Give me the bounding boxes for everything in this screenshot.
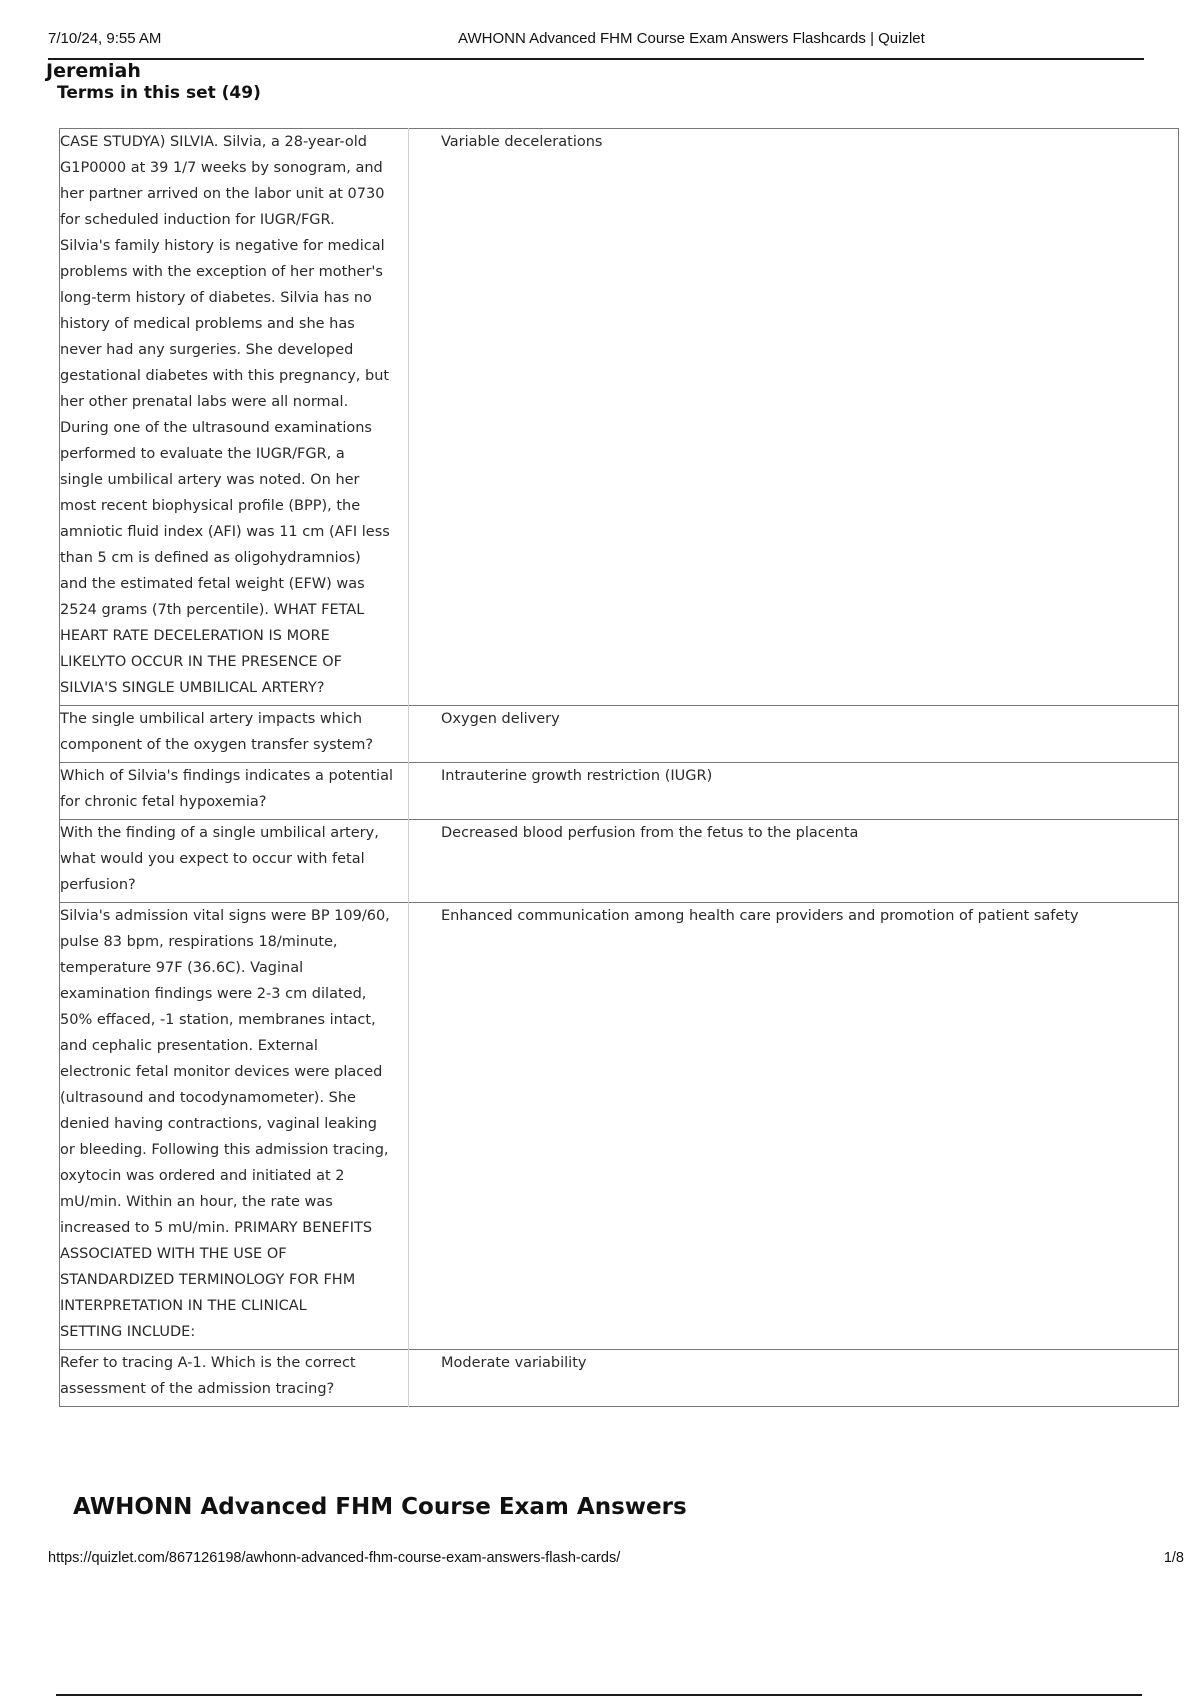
term-cell: Silvia's admission vital signs were BP 109/60, pulse 83 bpm, respirations 18/minute, temperature 97F (36.6C). Vaginal examination findings were 2-3 cm dilated, 50% effaced, -1 station, membranes intact, and cephalic presentation. External electronic fetal monitor devices were placed (ultrasound and tocodynamometer). She denied having contractions, vaginal leaking or bleeding. Following this admission tracing, oxytocin was ordered and initiated at 2 mU/min. Within an hour, the rate was increased to 5 mU/min. PRIMARY BENEFITS ASSOCIATED WITH THE USE OF STANDARDIZED TERMINOLOGY FOR FHM INTERPRETATION IN THE CLINICAL SETTING INCLUDE: bbox=[60, 903, 409, 1350]
definition-cell: Enhanced communication among health care providers and promotion of patient safety bbox=[409, 903, 1179, 1350]
table-row bbox=[60, 1350, 1179, 1407]
definition-cell: Moderate variability bbox=[409, 1350, 1179, 1407]
table-row bbox=[60, 763, 1179, 820]
definition-cell: Decreased blood perfusion from the fetus to the placenta bbox=[409, 820, 1179, 903]
terms-count-heading: Terms in this set (49) bbox=[57, 83, 261, 103]
term-cell: With the finding of a single umbilical artery, what would you expect to occur with fetal perfusion? bbox=[60, 820, 409, 903]
definition-cell: Intrauterine growth restriction (IUGR) bbox=[409, 763, 1179, 820]
table-row bbox=[60, 706, 1179, 763]
table-row bbox=[60, 820, 1179, 903]
print-datetime: 7/10/24, 9:55 AM bbox=[48, 30, 162, 47]
set-title: AWHONN Advanced FHM Course Exam Answers bbox=[73, 1494, 687, 1520]
term-cell: The single umbilical artery impacts which component of the oxygen transfer system? bbox=[60, 706, 409, 763]
page-number: 1/8 bbox=[1163, 1550, 1184, 1566]
terms-table bbox=[59, 128, 1179, 1407]
table-row bbox=[60, 903, 1179, 1350]
bottom-divider bbox=[56, 1694, 1142, 1696]
author-name: Jeremiah bbox=[46, 60, 141, 82]
print-header bbox=[48, 30, 1144, 60]
term-cell: Refer to tracing A-1. Which is the correct assessment of the admission tracing? bbox=[60, 1350, 409, 1407]
term-cell: Which of Silvia's findings indicates a potential for chronic fetal hypoxemia? bbox=[60, 763, 409, 820]
definition-cell: Oxygen delivery bbox=[409, 706, 1179, 763]
table-row bbox=[60, 129, 1179, 706]
page-url[interactable]: https://quizlet.com/867126198/awhonn-advanced-fhm-course-exam-answers-flash-cards/ bbox=[48, 1550, 621, 1566]
definition-cell: Variable decelerations bbox=[441, 134, 603, 150]
term-cell: CASE STUDYA) SILVIA. Silvia, a 28-year-old G1P0000 at 39 1/7 weeks by sonogram, and her partner arrived on the labor unit at 0730 for scheduled induction for IUGR/FGR. Silvia's family history is negative for medical problems with the exception of her mother's long-term history of diabetes. Silvia has no history of medical problems and she has never had any surgeries. She developed gestational diabetes with this pregnancy, but her other prenatal labs were all normal. During one of the ultrasound examinations performed to evaluate the IUGR/FGR, a single umbilical artery was noted. On her most recent biophysical profile (BPP), the amniotic fluid index (AFI) was 11 cm (AFI less than 5 cm is defined as oligohydramnios) and the estimated fetal weight (EFW) was 2524 grams (7th percentile). WHAT FETAL HEART RATE DECELERATION IS MORE LIKELYTO OCCUR IN THE PRESENCE OF SILVIA'S SINGLE UMBILICAL ARTERY? bbox=[60, 129, 409, 706]
print-page-title: AWHONN Advanced FHM Course Exam Answers Flashcards | Quizlet bbox=[458, 30, 925, 47]
